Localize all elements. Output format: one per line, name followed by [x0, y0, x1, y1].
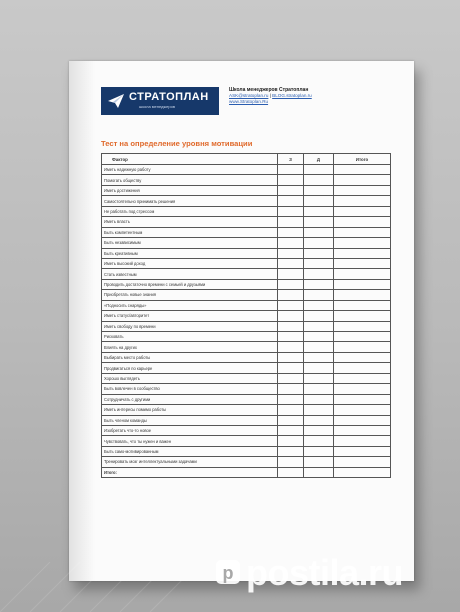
table-header-row [102, 154, 391, 165]
score-z-cell[interactable] [278, 290, 304, 300]
score-z-cell[interactable] [278, 238, 304, 248]
score-z-cell[interactable] [278, 384, 304, 394]
score-z-cell[interactable] [278, 363, 304, 373]
score-z-cell[interactable] [278, 415, 304, 425]
total-cell[interactable] [334, 373, 391, 383]
total-cell[interactable] [334, 405, 391, 415]
table-row [102, 165, 391, 175]
score-z-cell[interactable] [278, 373, 304, 383]
score-d-cell[interactable] [304, 342, 334, 352]
logo-tagline: школа менеджеров [139, 104, 175, 109]
total-cell[interactable] [334, 217, 391, 227]
total-cell[interactable] [334, 290, 391, 300]
total-d-cell[interactable] [304, 467, 334, 477]
table-row [102, 238, 391, 248]
table-row [102, 290, 391, 300]
total-cell[interactable] [334, 332, 391, 342]
logo-text: СТРАТОПЛАН [129, 91, 209, 103]
score-z-cell[interactable] [278, 248, 304, 258]
score-d-cell[interactable] [304, 165, 334, 175]
score-d-cell[interactable] [304, 436, 334, 446]
score-d-cell[interactable] [304, 321, 334, 331]
score-d-cell[interactable] [304, 425, 334, 435]
score-d-cell[interactable] [304, 405, 334, 415]
factor-cell: Иметь интересы помимо работы [102, 405, 278, 415]
total-cell[interactable] [334, 227, 391, 237]
table-row [102, 227, 391, 237]
column-header-total: Итого [334, 154, 391, 165]
table-row [102, 457, 391, 467]
score-z-cell[interactable] [278, 342, 304, 352]
total-cell[interactable] [334, 446, 391, 456]
factor-cell: Влиять на других [102, 342, 278, 352]
factor-cell: Не работать под стрессом [102, 206, 278, 216]
total-cell[interactable] [334, 436, 391, 446]
score-z-cell[interactable] [278, 425, 304, 435]
table-row [102, 269, 391, 279]
score-z-cell[interactable] [278, 165, 304, 175]
score-d-cell[interactable] [304, 394, 334, 404]
factor-cell: Хорошо выглядеть [102, 373, 278, 383]
table-row [102, 321, 391, 331]
score-z-cell[interactable] [278, 227, 304, 237]
factor-cell: Иметь власть [102, 217, 278, 227]
score-z-cell[interactable] [278, 405, 304, 415]
total-cell[interactable] [334, 165, 391, 175]
table-row [102, 332, 391, 342]
total-cell[interactable] [334, 342, 391, 352]
factor-cell: Быть вовлечен в сообщество [102, 384, 278, 394]
score-d-cell[interactable] [304, 269, 334, 279]
score-d-cell[interactable] [304, 457, 334, 467]
grand-total-cell[interactable] [334, 467, 391, 477]
factor-cell: Иметь статус/авторитет [102, 311, 278, 321]
document-header [101, 87, 398, 123]
score-z-cell[interactable] [278, 300, 304, 310]
total-cell[interactable] [334, 352, 391, 362]
score-d-cell[interactable] [304, 311, 334, 321]
total-row [102, 467, 391, 477]
table-row [102, 373, 391, 383]
column-header-factor: Фактор [102, 154, 278, 165]
table-row [102, 342, 391, 352]
total-label: Итого: [102, 467, 278, 477]
total-z-cell[interactable] [278, 467, 304, 477]
factor-cell: Чувствовать, что ты нужен и важен [102, 436, 278, 446]
score-d-cell[interactable] [304, 238, 334, 248]
table-row [102, 196, 391, 206]
score-z-cell[interactable] [278, 352, 304, 362]
table-row [102, 394, 391, 404]
score-z-cell[interactable] [278, 196, 304, 206]
total-cell[interactable] [334, 457, 391, 467]
score-d-cell[interactable] [304, 196, 334, 206]
table-row [102, 446, 391, 456]
score-z-cell[interactable] [278, 394, 304, 404]
score-z-cell[interactable] [278, 311, 304, 321]
factor-cell: Быть членом команды [102, 415, 278, 425]
total-cell[interactable] [334, 269, 391, 279]
total-cell[interactable] [334, 321, 391, 331]
score-d-cell[interactable] [304, 352, 334, 362]
factor-cell: Проводить достаточно времени с семьей и друзьями [102, 279, 278, 289]
email-link[interactable]: ASK@stratoplan.ru [229, 93, 269, 99]
score-d-cell[interactable] [304, 206, 334, 216]
factor-cell: Иметь надежную работу [102, 165, 278, 175]
factor-cell: Изобретать что-то новое [102, 425, 278, 435]
total-cell[interactable] [334, 206, 391, 216]
school-name: Школа менеджеров Стратоплан [229, 87, 309, 93]
total-cell[interactable] [334, 425, 391, 435]
table-row [102, 175, 391, 185]
total-cell[interactable] [334, 384, 391, 394]
factor-cell: Быть независимым [102, 238, 278, 248]
factor-cell: Иметь высокий доход [102, 258, 278, 268]
factor-cell: Сотрудничать с другими [102, 394, 278, 404]
document-page [69, 61, 414, 581]
total-cell[interactable] [334, 394, 391, 404]
factor-cell: Рисковать [102, 332, 278, 342]
factor-cell: Выбирать место работы [102, 352, 278, 362]
score-z-cell[interactable] [278, 258, 304, 268]
table-row [102, 248, 391, 258]
factor-cell: Продвигаться по карьере [102, 363, 278, 373]
total-cell[interactable] [334, 279, 391, 289]
score-d-cell[interactable] [304, 415, 334, 425]
total-cell[interactable] [334, 258, 391, 268]
table-row [102, 405, 391, 415]
factor-cell: Стать известным [102, 269, 278, 279]
total-cell[interactable] [334, 175, 391, 185]
postila-logo-icon [214, 558, 242, 586]
blog-link[interactable]: BLOG.stratoplan.ru [272, 93, 312, 99]
score-d-cell[interactable] [304, 248, 334, 258]
total-cell[interactable] [334, 311, 391, 321]
factor-cell: «Подносить снаряды» [102, 300, 278, 310]
table-row [102, 384, 391, 394]
contact-block [229, 87, 419, 106]
score-z-cell[interactable] [278, 185, 304, 195]
score-z-cell[interactable] [278, 436, 304, 446]
score-d-cell[interactable] [304, 332, 334, 342]
factor-cell: Помогать обществу [102, 175, 278, 185]
factor-cell: Тренировать мозг интеллектуальными задачами [102, 457, 278, 467]
score-d-cell[interactable] [304, 290, 334, 300]
column-header-z: З [278, 154, 304, 165]
document-title: Тест на определение уровня мотивации [101, 139, 253, 148]
total-cell[interactable] [334, 363, 391, 373]
score-d-cell[interactable] [304, 300, 334, 310]
score-d-cell[interactable] [304, 185, 334, 195]
score-z-cell[interactable] [278, 321, 304, 331]
paper-plane-icon [107, 93, 125, 109]
factor-cell: Быть компетентным [102, 227, 278, 237]
score-d-cell[interactable] [304, 384, 334, 394]
total-cell[interactable] [334, 300, 391, 310]
score-z-cell[interactable] [278, 269, 304, 279]
score-d-cell[interactable] [304, 446, 334, 456]
table-row [102, 363, 391, 373]
column-header-d: Д [304, 154, 334, 165]
factor-cell: Самостоятельно принимать решения [102, 196, 278, 206]
score-z-cell[interactable] [278, 279, 304, 289]
table-row [102, 425, 391, 435]
score-d-cell[interactable] [304, 363, 334, 373]
total-cell[interactable] [334, 196, 391, 206]
score-z-cell[interactable] [278, 332, 304, 342]
factor-cell: Быть само-мотивированным [102, 446, 278, 456]
total-cell[interactable] [334, 238, 391, 248]
table-row [102, 185, 391, 195]
score-z-cell[interactable] [278, 175, 304, 185]
table-row [102, 436, 391, 446]
table-row [102, 258, 391, 268]
score-z-cell[interactable] [278, 457, 304, 467]
table-row [102, 415, 391, 425]
factor-cell: Быть креативным [102, 248, 278, 258]
svg-text:p: p [222, 563, 234, 583]
factor-cell: Иметь свободу по времени [102, 321, 278, 331]
table-row [102, 217, 391, 227]
table-row [102, 300, 391, 310]
table-body [102, 165, 391, 478]
total-cell[interactable] [334, 248, 391, 258]
watermark-text: postila.ru [246, 552, 404, 593]
score-d-cell[interactable] [304, 279, 334, 289]
table-row [102, 311, 391, 321]
score-d-cell[interactable] [304, 373, 334, 383]
score-d-cell[interactable] [304, 258, 334, 268]
table-row [102, 279, 391, 289]
binding-spine [69, 61, 95, 581]
factor-cell: Иметь достижения [102, 185, 278, 195]
score-d-cell[interactable] [304, 227, 334, 237]
table-row [102, 206, 391, 216]
stratoplan-logo [101, 87, 219, 115]
score-d-cell[interactable] [304, 217, 334, 227]
motivation-table [101, 153, 391, 478]
total-cell[interactable] [334, 415, 391, 425]
table-row [102, 352, 391, 362]
score-d-cell[interactable] [304, 175, 334, 185]
score-z-cell[interactable] [278, 217, 304, 227]
site-link[interactable]: www.Stratoplan.Ru [229, 99, 269, 105]
score-z-cell[interactable] [278, 446, 304, 456]
factor-cell: Приобретать новые знания [102, 290, 278, 300]
contact-separator: | [269, 93, 271, 99]
total-cell[interactable] [334, 185, 391, 195]
score-z-cell[interactable] [278, 206, 304, 216]
